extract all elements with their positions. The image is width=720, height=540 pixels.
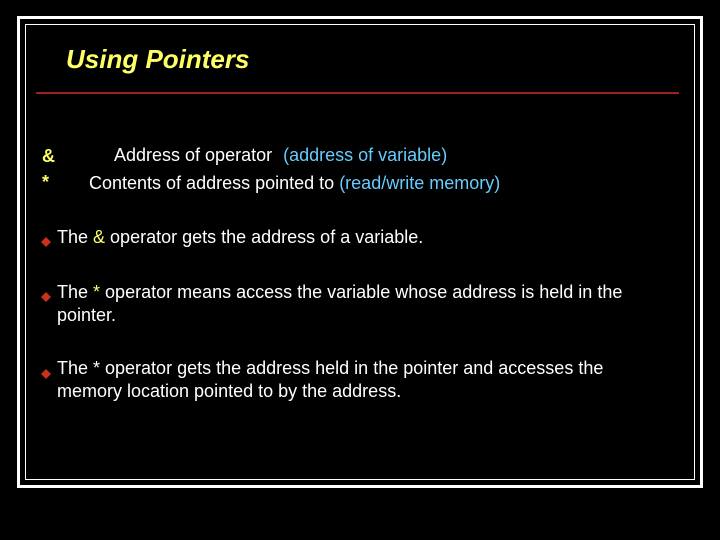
definition-note: (address of variable) (283, 145, 448, 165)
bullet-item (57, 357, 669, 403)
definition-row-address-of (114, 145, 447, 166)
definition-text: Address of operator (114, 145, 273, 165)
bullet-operator: & (93, 227, 106, 247)
definition-symbol-ampersand: & (42, 146, 55, 166)
bullet-diamond-icon (41, 369, 51, 379)
bullet-item (57, 226, 677, 249)
bullet-text: The * operator gets the address held in the pointer and accesses the memory location pointed to by the address. (57, 358, 604, 401)
definition-row-contents-of (89, 173, 500, 194)
bullet-operator: * (93, 282, 101, 302)
bullet-diamond-icon (41, 237, 51, 247)
bullet-text: operator gets the address of a variable. (105, 227, 424, 247)
definition-note: (read/write memory) (339, 173, 501, 193)
slide-title: Using Pointers (66, 44, 250, 74)
title-divider (36, 92, 679, 94)
bullet-diamond-icon (41, 292, 51, 302)
bullet-text: operator means access the variable whose address is held in the pointer. (57, 282, 623, 325)
bullet-item (57, 281, 657, 327)
bullet-text: The (57, 227, 94, 247)
definition-symbol-asterisk: * (42, 172, 50, 192)
definition-text: Contents of address pointed to (89, 173, 335, 193)
bullet-text: The (57, 282, 94, 302)
